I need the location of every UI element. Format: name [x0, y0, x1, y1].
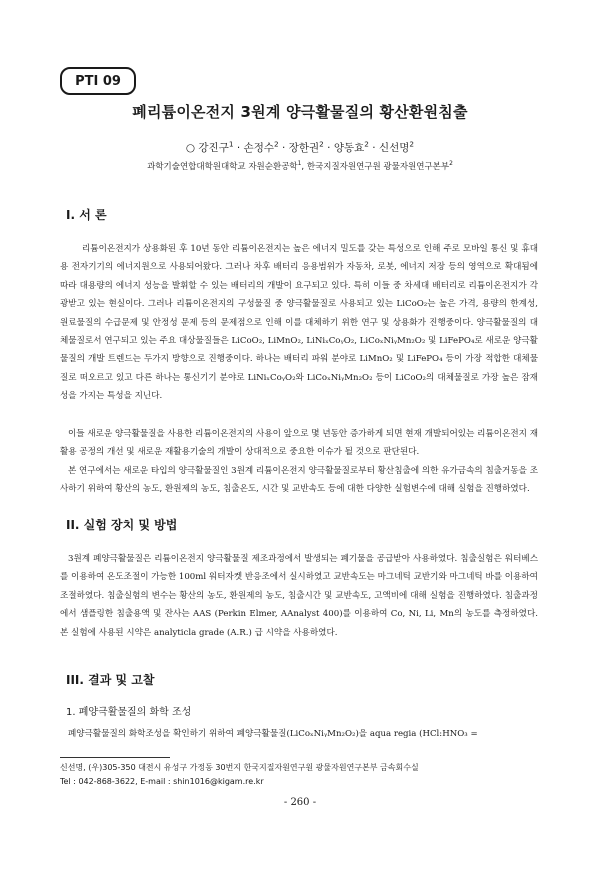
affiliations — [0, 160, 600, 172]
affiliation-2: 한국지질자원연구원 광물자원연구본부 — [306, 162, 450, 172]
author-affil-sup: 2 — [319, 139, 324, 149]
author-separator: · — [323, 142, 334, 154]
author-name: 손정수 — [243, 142, 274, 154]
author-affil-sup: 2 — [364, 139, 369, 149]
affiliation-2-sup: 2 — [449, 160, 453, 168]
section-heading-methods: II. 실험 장치 및 방법 — [66, 518, 178, 532]
results-paragraph: 폐양극활물질의 화학조성을 확인하기 위하여 폐양극활물질(LiCoₓNiᵧMn₂O₂)을 aqua regia (HCl:HNO₃ = — [68, 729, 478, 739]
section-heading-results: III. 결과 및 고찰 — [66, 673, 155, 687]
paper-title: 폐리튬이온전지 3원계 양극활물질의 황산환원침출 — [132, 103, 468, 121]
author-affil-sup: 2 — [273, 139, 279, 149]
intro-paragraph-1: 리튬이온전지가 상용화된 후 10년 동안 리튬이온전지는 높은 에너지 밀도를 갖는 특성으로 인해 주로 모바일 통신 및 휴대용 전자기기의 에너지원으로 사용되어왔다. 그러나 차후 배터리 응용범위가 자동차, 로봇, 에너지 저장 등의 영역으로 확대됨에 따라 대용량의 에너지 성능을 발휘할 수 있는 배터리의 개발이 요구되고 있다. 특히 이들 중 차세대 배터리로 리튬이온전지가 각광받고 있는 현실이다. 그러나 리튬이온전지의 구성물질 중 양극활물질로 사용되고 있는 LiCoO₂는 높은 가격, 용량의 한계성, 원료물질의 수급문제 및 안정성 문제 등의 문제점으로 인해 이를 대체하기 위한 연구 및 상용화가 진행중이다. 양극활물질의 대체물질로서 연구되고 있는 주요 대상물질들은 LiCoO₂, LiMnO₂, LiNiₓCoᵧO₂, LiCoₓNiᵧMn₂O₂ 및 LiFePO₄로 새로운 양극활물질의 개발 트렌드는 두가지 방향으로 진행중이다. 하나는 배터리 파워 분야로 LiMnO₂ 및 LiFePO₄ 등이 가장 적합한 대체물질로 떠오르고 있고 다른 하나는 통신기기 분야로 LiNiₓCoᵧO₂와 LiCoₓNiᵧMn₂O₂ 등이 LiCoO₂의 대체물질로 가장 높은 잠재성을 가지는 특성을 지닌다. — [60, 244, 538, 402]
affiliation-1: 과학기술연합대학원대학교 자원순환공학 — [147, 162, 298, 172]
intro-paragraph-3: 본 연구에서는 새로운 타입의 양극활물질인 3원계 리튬이온전지 양극활물질로부터 황산침출에 의한 유가금속의 침출거동을 조사하기 위하여 황산의 농도, 환원제의 농도, 침출온도, 시간 및 교반속도 등에 대한 다양한 실험변수에 대해 실험을 진행하였다. — [60, 466, 538, 495]
author-name: 신선명 — [378, 142, 410, 154]
section-heading-introduction: I. 서 론 — [66, 208, 107, 222]
author-affil-sup: 1 — [228, 139, 234, 149]
footnote-contact: Tel : 042-868-3622, E-mail : shin1016@kigam.re.kr — [60, 777, 264, 786]
intro-paragraph-2: 이들 새로운 양극활물질을 사용한 리튬이온전지의 사용이 앞으로 몇 년동안 증가하게 되면 현재 개발되어있는 리튬이온전지 재활용 공정의 개선 및 새로운 재활용기술의 개발이 상대적으로 중요한 이슈가 될 것으로 판단된다. — [60, 429, 538, 458]
author-separator: · — [278, 142, 289, 154]
affiliation-1-sup: 1 — [297, 160, 302, 168]
author-list — [0, 140, 600, 155]
author-prefix: ○ — [185, 142, 196, 154]
author-name: 강진구 — [198, 142, 229, 154]
author-name: 장한권 — [288, 142, 320, 154]
affiliation-separator: , — [301, 162, 307, 172]
session-code-badge: PTI 09 — [60, 67, 136, 95]
subsection-heading-composition: 1. 폐양극활물질의 화학 조성 — [66, 707, 192, 718]
author-separator: · — [368, 142, 379, 154]
author-name: 양동효 — [333, 142, 365, 154]
footnote-divider — [60, 757, 170, 758]
footnote-address: 신선명, (우)305-350 대전시 유성구 가정동 30번지 한국지질자원연구원 광물자원연구본부 금속회수실 — [60, 763, 419, 772]
methods-paragraph: 3원계 폐양극활물질은 리튬이온전지 양극활물질 제조과정에서 발생되는 폐기물을 공급받아 사용하였다. 침출실험은 워터베스를 이용하여 온도조절이 가능한 100ml 워터자켓 반응조에서 실시하였고 교반속도는 마그네틱 교반기와 마그네틱 바를 이용하여 조절하였다. 침출실험의 변수는 황산의 농도, 환원제의 농도, 침출시간 및 교반속도, 고액비에 대해 실험을 진행하였다. 침출과정에서 샘플링한 침출용액 및 잔사는 AAS (Perkin Elmer, AAnalyst 400)를 이용하여 Co, Ni, Li, Mn의 농도를 측정하였다. 본 실험에 사용된 시약은 analyticla grade (A.R.) 급 시약을 사용하였다. — [60, 554, 538, 638]
author-separator: · — [233, 142, 244, 154]
page-number: - 260 - — [283, 797, 317, 808]
author-affil-sup: 2 — [409, 139, 415, 149]
